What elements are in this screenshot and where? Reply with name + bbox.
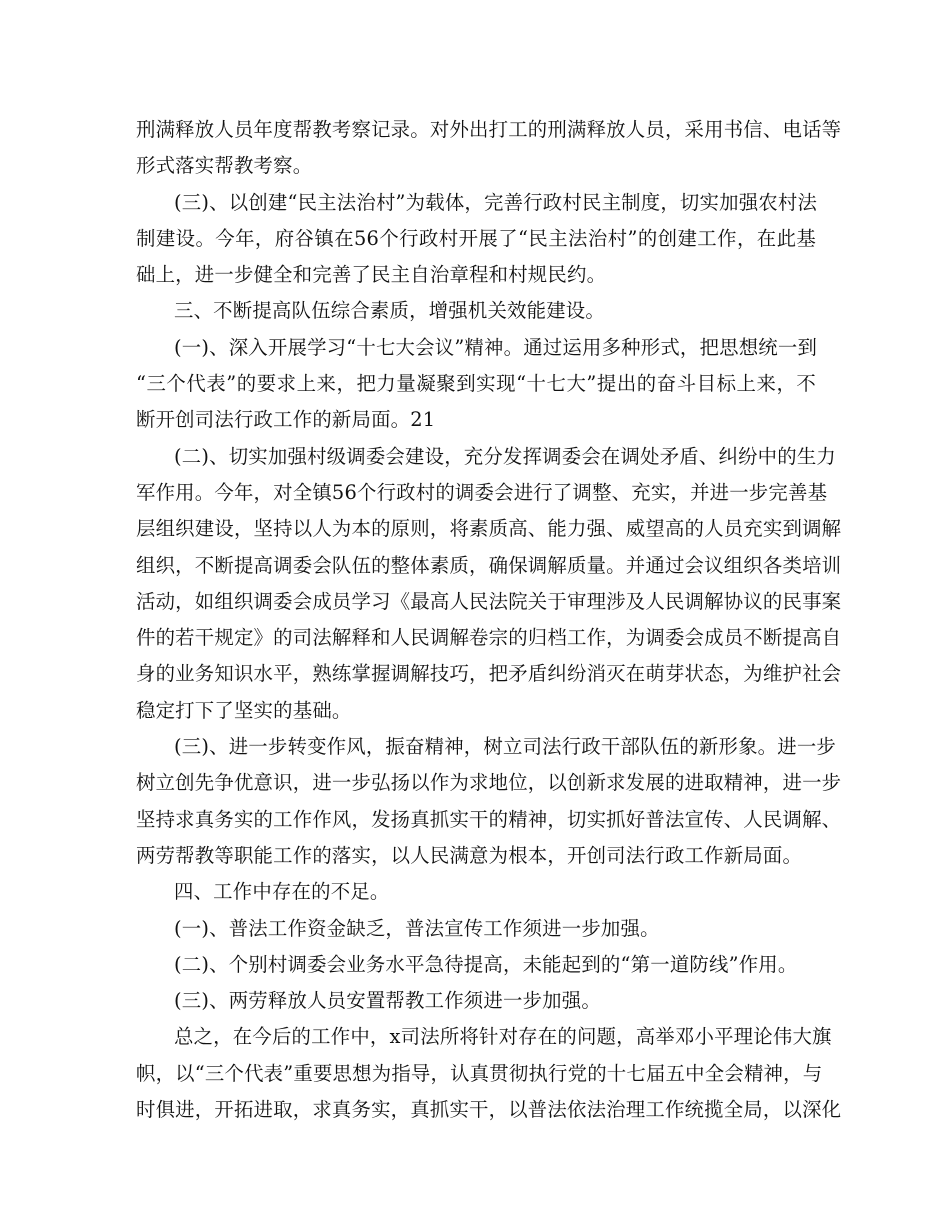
text-line: 层组织建设，坚持以人为本的原则，将素质高、能力强、威望高的人员充实到调解 [136, 517, 842, 541]
text-line: (三)、以创建“民主法治村”为载体，完善行政村民主制度，切实加强农村法 [174, 190, 818, 214]
text-line: 件的若干规定》的司法解释和人民调解卷宗的归档工作，为调委会成员不断提高自 [136, 626, 842, 650]
text-line: 两劳帮教等职能工作的落实，以人民满意为根本，开创司法行政工作新局面。 [136, 843, 803, 867]
text-line: 断开创司法行政工作的新局面。21 [136, 408, 436, 432]
text-line: 组织，不断提高调委会队伍的整体素质，确保调解质量。并通过会议组织各类培训 [136, 553, 842, 577]
text-line: (二)、个别村调委会业务水平急待提高，未能起到的“第一道防线”作用。 [174, 952, 798, 976]
text-line: (一)、普法工作资金缺乏，普法宣传工作须进一步加强。 [174, 916, 660, 940]
text-line: 础上，进一步健全和完善了民主自治章程和村规民约。 [136, 263, 607, 287]
text-line: 帜，以“三个代表”重要思想为指导，认真贯彻执行党的十七届五中全会精神，与 [136, 1061, 823, 1085]
text-line: 刑满释放人员年度帮教考察记录。对外出打工的刑满释放人员，采用书信、电话等 [136, 118, 842, 141]
text-line: (三)、两劳释放人员安置帮教工作须进一步加强。 [174, 989, 601, 1013]
text-line: “三个代表”的要求上来，把力量凝聚到实现“十七大”提出的奋斗目标上来，不 [136, 372, 816, 396]
text-line: 四、工作中存在的不足。 [174, 880, 390, 904]
text-line: 制建设。今年，府谷镇在56个行政村开展了“民主法治村”的创建工作，在此基 [136, 226, 816, 250]
text-line: 形式落实帮教考察。 [136, 154, 313, 178]
text-line: 军作用。今年，对全镇56个行政村的调委会进行了调整、充实，并进一步完善基 [136, 480, 828, 504]
text-line: 三、不断提高队伍综合素质，增强机关效能建设。 [174, 299, 605, 323]
text-line: 坚持求真务实的工作作风，发扬真抓实干的精神，切实抓好普法宣传、人民调解、 [136, 807, 842, 831]
text-line: (二)、切实加强村级调委会建设，充分发挥调委会在调处矛盾、纠纷中的生力 [174, 444, 837, 468]
text-line: (一)、深入开展学习“十七大会议”精神。通过运用多种形式，把思想统一到 [174, 335, 818, 359]
text-line: 树立创先争优意识，进一步弘扬以作为求地位，以创新求发展的进取精神，进一步 [136, 771, 842, 795]
document-body [136, 112, 842, 1128]
text-line: 稳定打下了坚实的基础。 [136, 698, 352, 722]
text-line: 身的业务知识水平，熟练掌握调解技巧，把矛盾纠纷消灭在萌芽状态，为维护社会 [136, 662, 842, 686]
text-line: (三)、进一步转变作风，振奋精神，树立司法行政干部队伍的新形象。进一步 [174, 735, 837, 759]
text-line: 活动，如组织调委会成员学习《最高人民法院关于审理涉及人民调解协议的民事案 [136, 589, 842, 613]
text-line: 总之，在今后的工作中，x司法所将针对存在的问题，高举邓小平理论伟大旗 [174, 1025, 832, 1049]
text-line: 时俱进，开拓进取，求真务实，真抓实干，以普法依法治理工作统揽全局，以深化 [136, 1098, 842, 1122]
